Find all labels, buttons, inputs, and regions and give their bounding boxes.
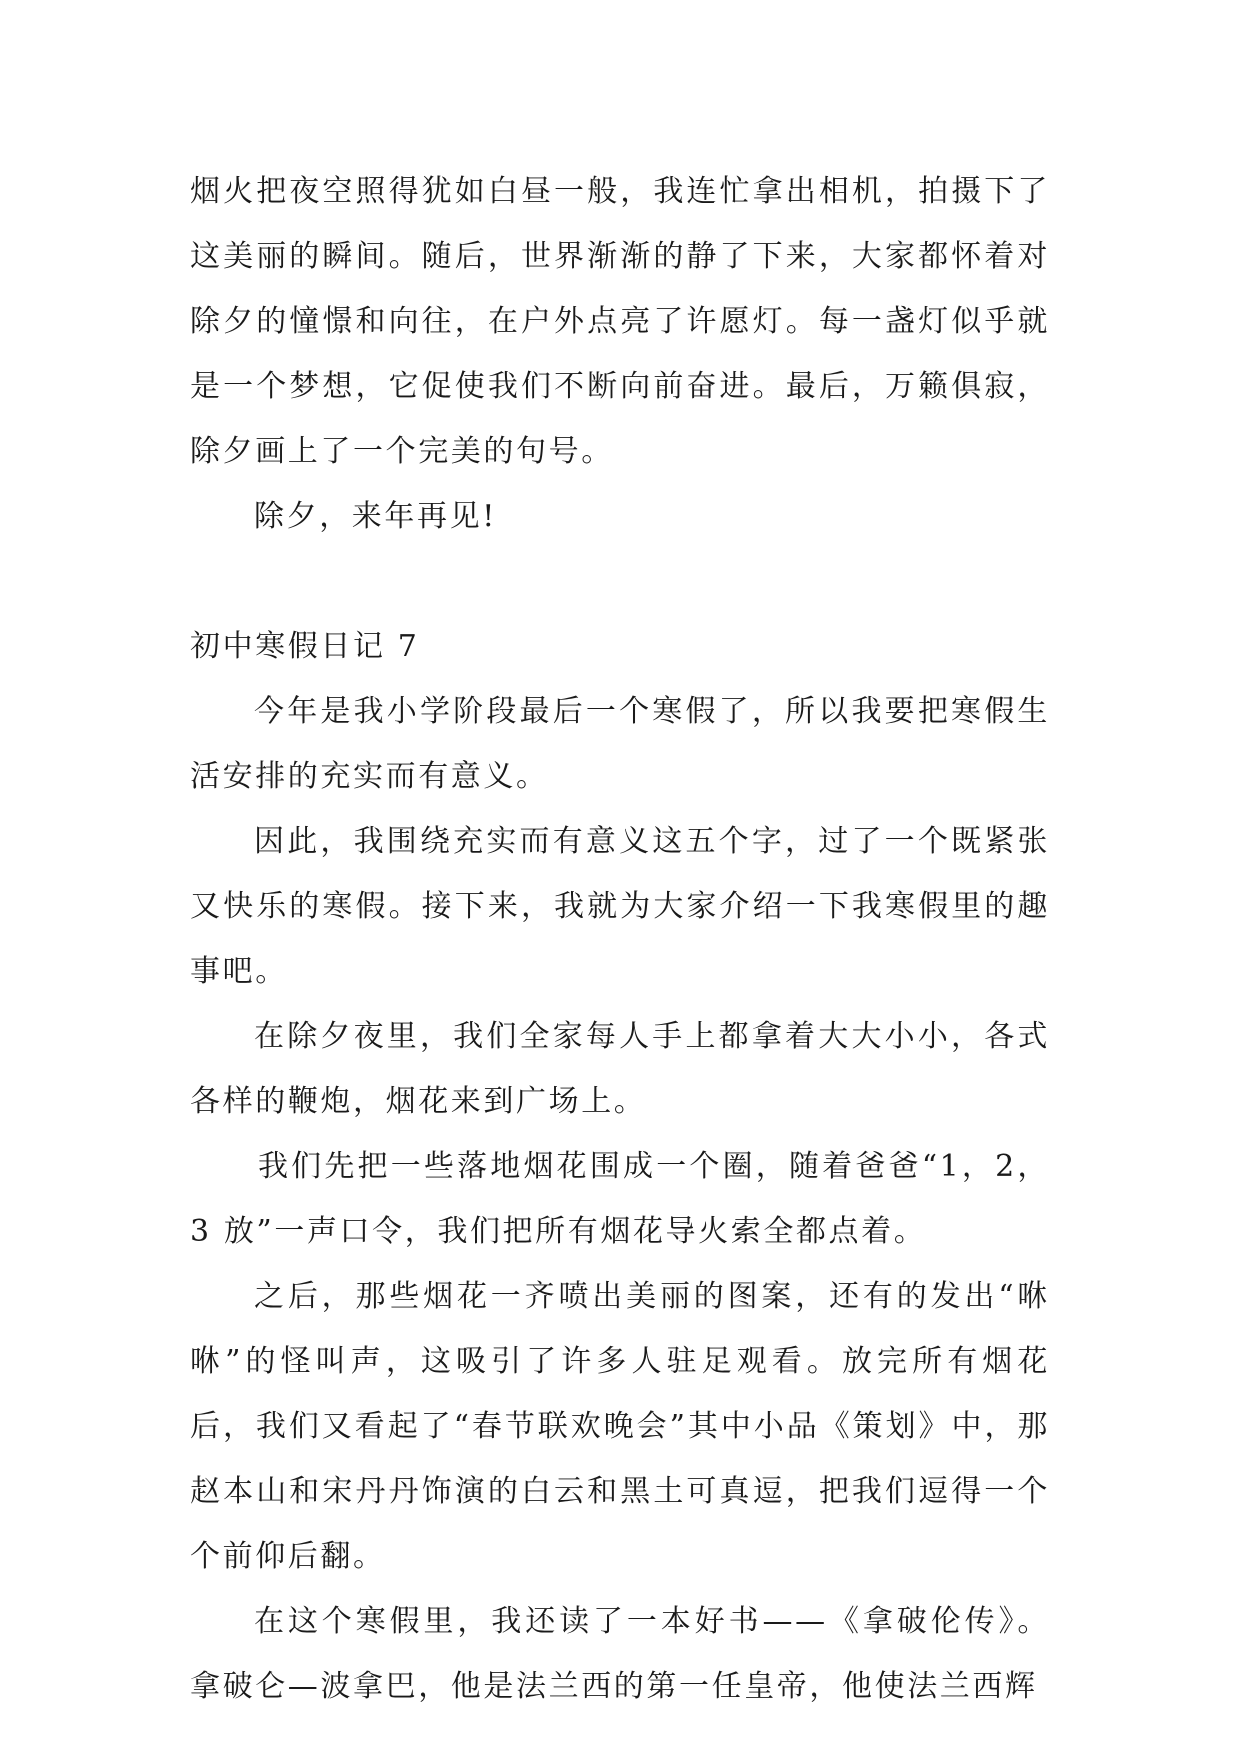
paragraph: 在这个寒假里，我还读了一本好书——《拿破伦传》。拿破仑—波拿巴，他是法兰西的第一任皇帝，他使法兰西辉 [190,1604,1050,1704]
document-body [190,159,1050,1719]
paragraph: 之后，那些烟花一齐喷出美丽的图案，还有的发出“咻咻”的怪叫声，这吸引了许多人驻足观看。放完所有烟花后，我们又看起了“春节联欢晚会”其中小品《策划》中，那赵本山和宋丹丹饰演的白云和黑土可真逗，把我们逗得一个个前仰后翻。 [190,1279,1050,1574]
paragraph: 我们先把一些落地烟花围成一个圈，随着爸爸“1，2，3 放”一声口令，我们把所有烟花导火索全都点着。 [190,1149,1050,1249]
section-gap [190,549,1050,614]
paragraph: 在除夕夜里，我们全家每人手上都拿着大大小小，各式各样的鞭炮，烟花来到广场上。 [190,1019,1050,1119]
section-title: 初中寒假日记 7 [190,629,420,664]
paragraph: 因此，我围绕充实而有意义这五个字，过了一个既紧张又快乐的寒假。接下来，我就为大家介绍一下我寒假里的趣事吧。 [190,824,1050,989]
intro-paragraph: 烟火把夜空照得犹如白昼一般，我连忙拿出相机，拍摄下了这美丽的瞬间。随后，世界渐渐的静了下来，大家都怀着对除夕的憧憬和向往，在户外点亮了许愿灯。每一盏灯似乎就是一个梦想，它促使我们不断向前奋进。最后，万籁俱寂，除夕画上了一个完美的句号。 [190,174,1050,469]
paragraph: 今年是我小学阶段最后一个寒假了，所以我要把寒假生活安排的充实而有意义。 [190,694,1050,794]
farewell-line: 除夕，来年再见! [254,499,497,534]
